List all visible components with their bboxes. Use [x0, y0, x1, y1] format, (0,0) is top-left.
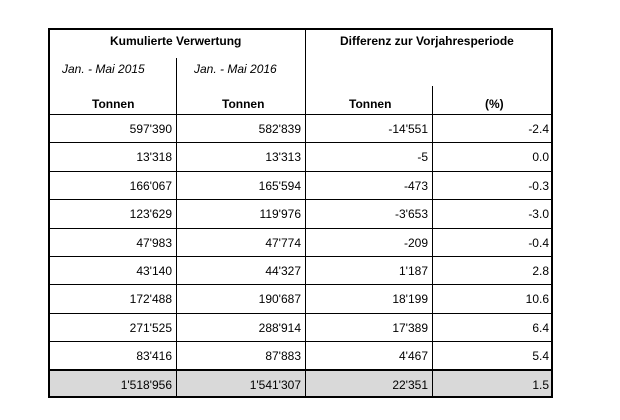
- table-cell: 2.8: [532, 264, 549, 278]
- table-cell: 4'467: [399, 349, 428, 364]
- col-divider-3: [432, 86, 433, 398]
- table-cell: 0.0: [532, 150, 549, 165]
- table-cell: 271'525: [129, 320, 172, 335]
- table-cell: 18'199: [392, 292, 428, 307]
- table-cell: 83'416: [136, 349, 172, 364]
- header-unit-tonnen-2016: Tonnen: [222, 97, 265, 111]
- header-period-2016: Jan. - Mai 2016: [194, 62, 277, 76]
- table-cell: 47'774: [265, 235, 301, 250]
- col-divider-1: [176, 58, 177, 398]
- header-unit-tonnen-diff: Tonnen: [349, 97, 392, 111]
- table-cell: 190'687: [258, 292, 301, 307]
- table-cell: 597'390: [129, 122, 172, 136]
- table-cell: 172'488: [129, 292, 172, 307]
- table-cell: 1'187: [399, 264, 428, 278]
- total-cell: 22'351: [392, 377, 428, 392]
- table-cell: 288'914: [258, 320, 301, 335]
- table-cell: 87'883: [265, 349, 301, 364]
- table-cell: -0.3: [528, 178, 549, 193]
- row-divider: [48, 313, 553, 314]
- table-cell: -3.0: [528, 207, 549, 222]
- table-cell: 5.4: [532, 349, 549, 364]
- table-cell: -14'551: [388, 122, 428, 136]
- header-differenz-vorjahresperiode: Differenz zur Vorjahresperiode: [340, 34, 514, 48]
- table-bottom-border: [48, 396, 553, 398]
- row-divider: [48, 199, 553, 200]
- row-divider: [48, 171, 553, 172]
- table-cell: -2.4: [528, 122, 549, 136]
- total-cell: 1'541'307: [249, 377, 301, 392]
- table-cell: 13'318: [136, 150, 172, 165]
- table-cell: -0.4: [528, 235, 549, 250]
- table-cell: 17'389: [392, 320, 428, 335]
- table-cell: 6.4: [532, 320, 549, 335]
- row-divider: [48, 228, 553, 229]
- total-cell: 1.5: [532, 377, 549, 392]
- table-cell: 44'327: [265, 264, 301, 278]
- table-cell: -5: [417, 150, 428, 165]
- table-cell: -209: [403, 235, 428, 250]
- table-cell: 47'983: [136, 235, 172, 250]
- table-cell: 165'594: [258, 178, 301, 193]
- row-divider: [48, 369, 553, 371]
- total-cell: 1'518'956: [120, 377, 172, 392]
- table-cell: 123'629: [129, 207, 172, 222]
- row-divider: [48, 114, 553, 115]
- row-divider: [48, 256, 553, 257]
- row-divider: [48, 341, 553, 342]
- header-unit-percent: (%): [485, 97, 504, 111]
- table-cell: -3'653: [395, 207, 428, 222]
- table-cell: 13'313: [265, 150, 301, 165]
- header-unit-tonnen-2015: Tonnen: [92, 97, 135, 111]
- row-divider: [48, 284, 553, 285]
- row-divider: [48, 142, 553, 143]
- table-frame: [48, 28, 553, 398]
- header-period-2015: Jan. - Mai 2015: [62, 62, 145, 76]
- col-divider-2: [305, 28, 306, 398]
- table-cell: 10.6: [525, 292, 549, 307]
- statistics-table: [48, 28, 553, 398]
- header-kumulierte-verwertung: Kumulierte Verwertung: [110, 34, 242, 48]
- table-cell: -473: [403, 178, 428, 193]
- table-cell: 43'140: [136, 264, 172, 278]
- table-cell: 582'839: [258, 122, 301, 136]
- table-cell: 119'976: [259, 207, 301, 222]
- table-cell: 166'067: [129, 178, 172, 193]
